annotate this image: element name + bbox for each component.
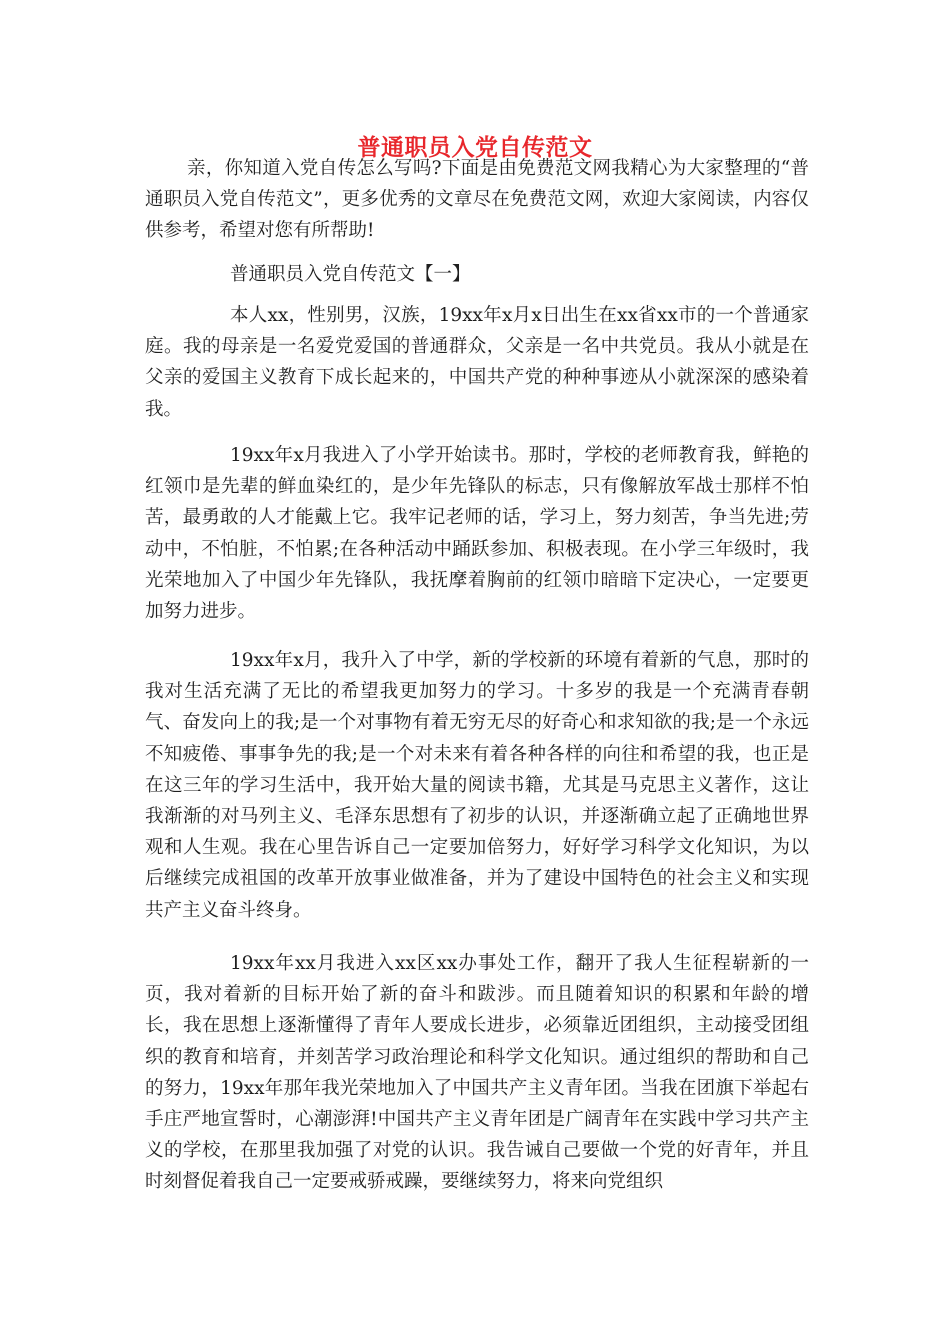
intro-paragraph: 亲，你知道入党自传怎么写吗?下面是由免费范文网我精心为大家整理的“普通职员入党自传范文”，更多优秀的文章尽在免费范文网，欢迎大家阅读，内容仅供参考，希望对您有所帮助!	[145, 158, 809, 242]
body-paragraph-2: 19xx年x月我进入了小学开始读书。那时，学校的老师教育我，鲜艳的红领巾是先辈的鲜血染红的，是少年先锋队的标志，只有像解放军战士那样不怕苦，最勇敢的人才能戴上它。我牢记老师的话，学习上，努力刻苦，争当先进;劳动中，不怕脏，不怕累;在各种活动中踊跃参加、积极表现。在小学三年级时，我光荣地加入了中国少年先锋队，我抚摩着胸前的红领巾暗暗下定决心，一定要更加努力进步。	[145, 445, 809, 623]
document-title: 普通职员入党自传范文	[357, 135, 593, 162]
body-paragraph-3: 19xx年x月，我升入了中学，新的学校新的环境有着新的气息，那时的我对生活充满了无比的希望我更加努力的学习。十多岁的我是一个充满青春朝气、奋发向上的我;是一个对事物有着无穷无尽的好奇心和求知欲的我;是一个永远不知疲倦、事事争先的我;是一个对未来有着各种各样的向往和希望的我，也正是在这三年的学习生活中，我开始大量的阅读书籍，尤其是马克思主义著作，这让我渐渐的对马列主义、毛泽东思想有了初步的认识，并逐渐确立起了正确地世界观和人生观。我在心里告诉自己一定要加倍努力，好好学习科学文化知识，为以后继续完成祖国的改革开放事业做准备，并为了建设中国特色的社会主义和实现共产主义奋斗终身。	[145, 650, 809, 921]
section-heading: 普通职员入党自传范文【一】	[230, 264, 471, 285]
body-paragraph-4: 19xx年xx月我进入xx区xx办事处工作，翻开了我人生征程崭新的一页，我对着新的目标开始了新的奋斗和跋涉。而且随着知识的积累和年龄的增长，我在思想上逐渐懂得了青年人要成长进步，必须靠近团组织，主动接受团组织的教育和培育，并刻苦学习政治理论和科学文化知识。通过组织的帮助和自己的努力，19xx年那年我光荣地加入了中国共产主义青年团。当我在团旗下举起右手庄严地宣誓时，心潮澎湃!中国共产主义青年团是广阔青年在实践中学习共产主义的学校，在那里我加强了对党的认识。我告诫自己要做一个党的好青年，并且时刻督促着我自己一定要戒骄戒躁，要继续努力，将来向党组织	[145, 953, 809, 1193]
body-paragraph-1: 本人xx，性别男，汉族，19xx年x月x日出生在xx省xx市的一个普通家庭。我的母亲是一名爱党爱国的普通群众，父亲是一名中共党员。我从小就是在父亲的爱国主义教育下成长起来的，中国共产党的种种事迹从小就深深的感染着我。	[145, 305, 809, 420]
